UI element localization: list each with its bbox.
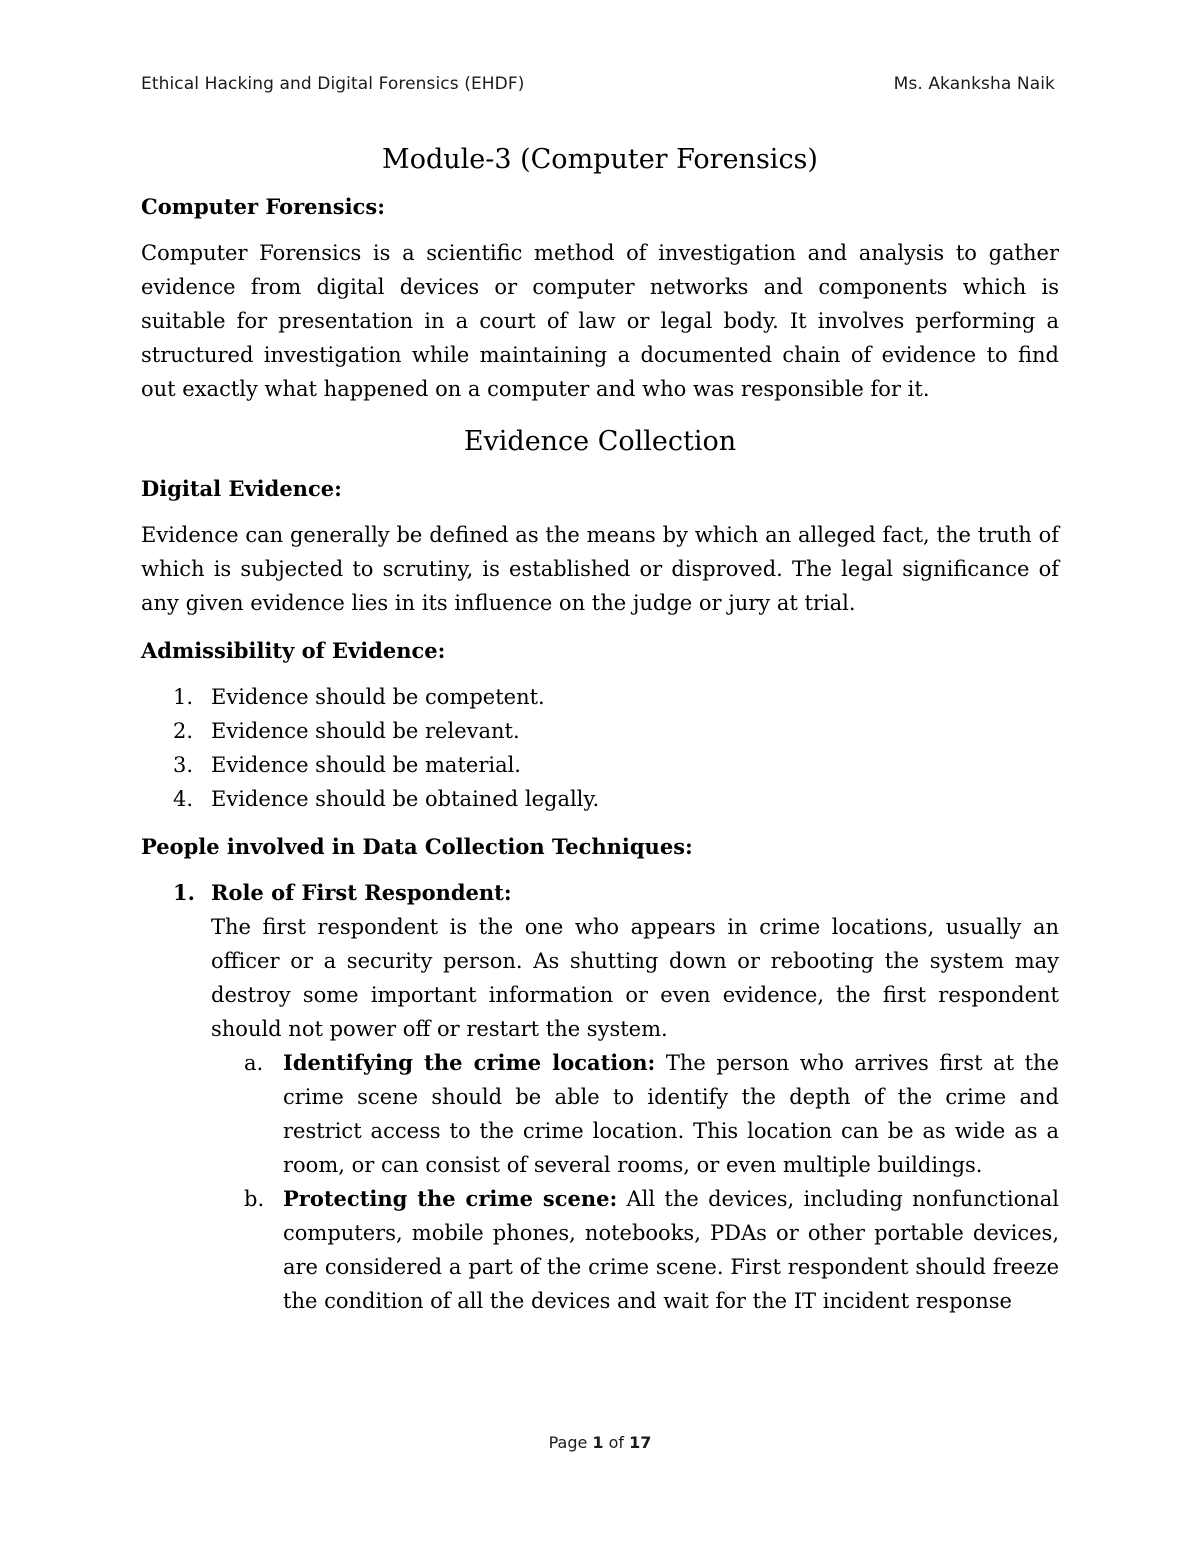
digital-evidence-paragraph: Evidence can generally be defined as the means by which an alleged fact, the truth of which is subjected to scrutiny, is established or disproved. The legal significance of any given evidence lies in its influence on the judge or jury at trial. [141,523,1059,615]
role-title: Role of First Respondent: [211,880,512,905]
computer-forensics-heading: Computer Forensics: [141,194,385,219]
header-author: Ms. Akanksha Naik [893,74,1055,94]
page-label: Page [548,1433,588,1452]
role-description: The first respondent is the one who appears in crime locations, usually an officer or a security person. As shutting down or rebooting the system may destroy some important information or even evidence, the first respondent should not power off or restart the system. [211,915,1059,1041]
list-item-text: Evidence should be competent. [211,685,545,709]
computer-forensics-paragraph: Computer Forensics is a scientific method of investigation and analysis to gather evidence from digital devices or computer networks and components which is suitable for presentation in a court of law or legal body. It involves performing a structured investigation while maintaining a documented chain of evidence to find out exactly what happened on a computer and who was responsible for it. [141,241,1059,401]
admissibility-list [141,680,1059,816]
list-item [141,748,1059,782]
list-item-number: 4. [173,787,194,811]
section-title: Evidence Collection [463,426,737,457]
subitem-title: Identifying the crime location: [283,1050,656,1075]
list-item-text: Evidence should be obtained legally. [211,787,600,811]
digital-evidence-heading: Digital Evidence: [141,476,342,501]
subitem-letter: b. [244,1187,265,1211]
subitem-text: All the devices, including nonfunctional computers, mobile phones, notebooks, PDAs or other portable devices, are considered a part of the crime scene. First respondent should freeze the condition of all the devices and wait for the IT incident response [283,1187,1059,1313]
list-item [141,680,1059,714]
subitem-protecting-crime-scene [141,1182,1059,1318]
document-body [141,138,1059,1318]
of-label: of [608,1433,625,1452]
role-first-respondent [141,876,1059,1046]
list-item-number: 2. [173,719,194,743]
list-item-number: 1. [173,685,194,709]
total-pages: 17 [629,1433,652,1452]
subitem-letter: a. [244,1051,264,1075]
list-item [141,714,1059,748]
subitem-text: The person who arrives first at the crime scene should be able to identify the depth of the crime and restrict access to the crime location. This location can be as wide as a room, or can consist of several rooms, or even multiple buildings. [283,1051,1059,1177]
list-item-text: Evidence should be relevant. [211,719,520,743]
subitem-title: Protecting the crime scene: [283,1186,618,1211]
page-footer [0,1433,1200,1452]
list-item-text: Evidence should be material. [211,753,521,777]
subitem-identifying-crime-location [141,1046,1059,1182]
people-heading: People involved in Data Collection Techniques: [141,834,693,859]
list-item-number: 3. [173,753,194,777]
header-course-title: Ethical Hacking and Digital Forensics (EHDF) [141,74,525,94]
page-number: 1 [592,1433,604,1452]
page-title: Module-3 (Computer Forensics) [382,144,818,175]
role-number: 1. [173,880,195,905]
admissibility-heading: Admissibility of Evidence: [141,638,446,663]
list-item [141,782,1059,816]
